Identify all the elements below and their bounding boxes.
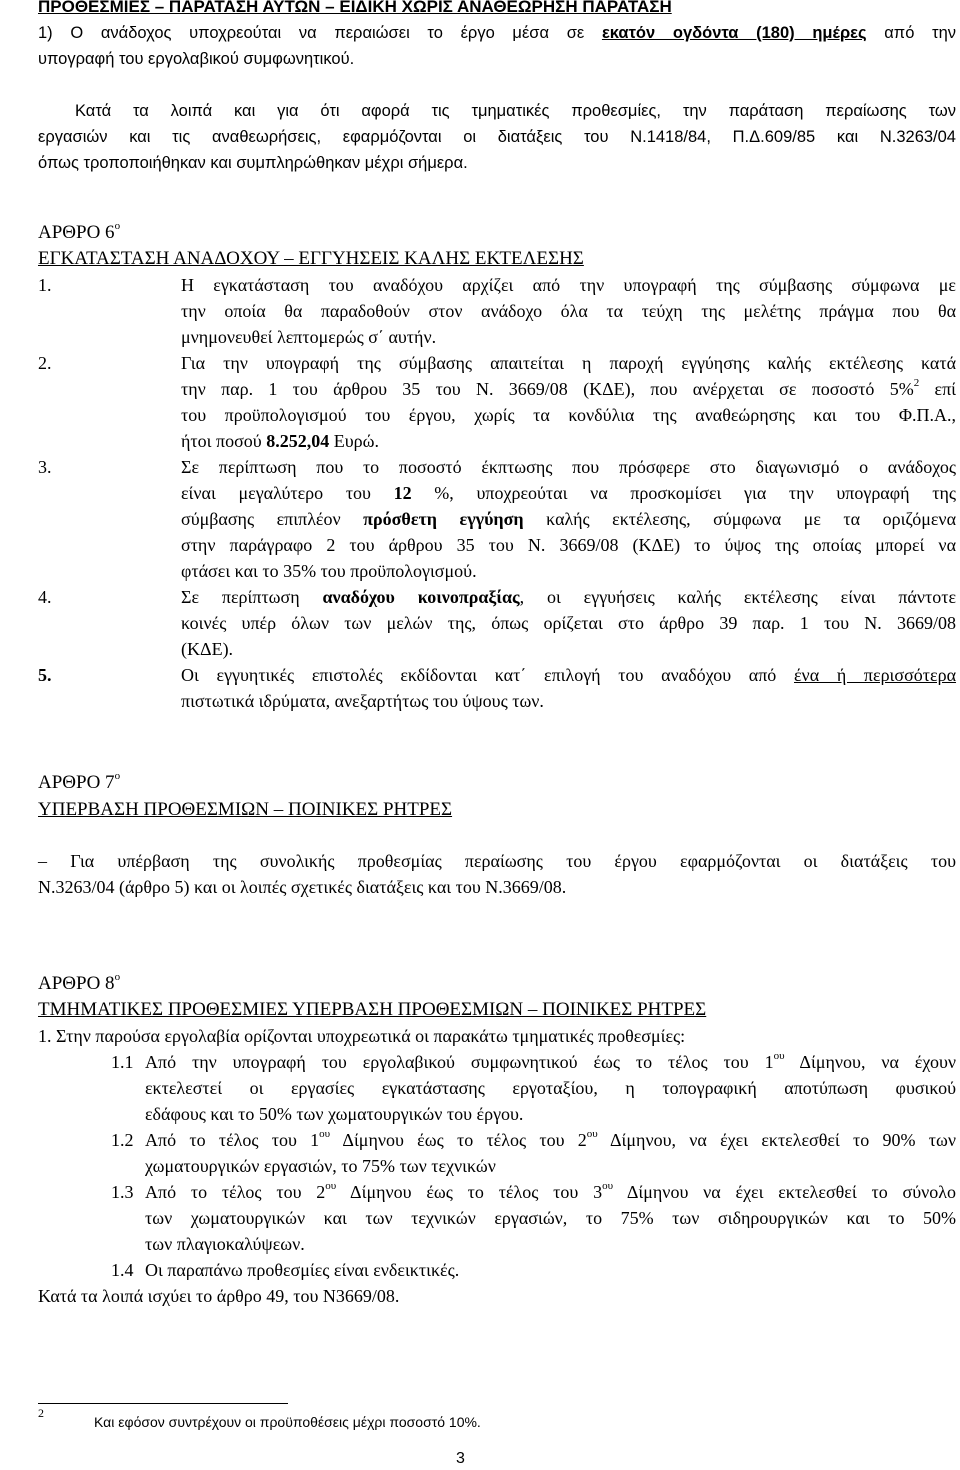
list-item: 1.4 Οι παραπάνω προθεσμίες είναι ενδεικτικές. [111,1260,460,1280]
article-8-subitems [38,1049,958,1309]
intro-p2-line-3: όπως τροποποιήθηκαν και συμπληρώθηκαν μέχρι σήμερα. [38,154,468,172]
intro-p2-line-1: Κατά τα λοιπά και για ότι αφορά τις τμηματικές προθεσμίες, την παράταση περαίωσης των [75,102,956,120]
list-item: 1.1 Από την υπογραφή του εργολαβικού συμφωνητικού έως το τέλος του $1^{o\upsilon}$ Δίμηνου, να έχουν εκτελεστεί οι εργασίες εγκατάστασης εργοταξίου, η τοπογραφική αποτύπωση φυσικού εδάφους και το 50% των χωματουργικών του έργου. [111,1050,957,1124]
footnote-ref: 2 [913,377,920,389]
list-item: 1. Η εγκατάσταση του αναδόχου αρχίζει από την υπογραφή της σύμβασης σύμφωνα με την οποία θα παραδοθούν στον ανάδοχο όλα τα τεύχη της μελέτης πράγμα που θα μνημονευθεί λεπτομερώς σ΄ αυτήν. [38,275,956,347]
list-item: 5. Οι εγγυητικές επιστολές εκδίδονται κατ΄ επιλογή του αναδόχου από ένα ή περισσότερα πιστωτικά ιδρύματα, ανεξαρτήτως του ύψους των. [38,665,957,711]
article-7-title: ΑΡΘΡΟ $7^o$ [38,769,121,793]
section-heading: ΠΡΟΘΕΣΜΙΕΣ – ΠΑΡΑΤΑΣΗ ΑΥΤΩΝ – ΕΙΔΙΚΗ ΧΩΡΙΣ ΑΝΑΘΕΩΡΗΣΗ ΠΑΡΑΤΑΣΗ [38,0,672,16]
duration-emphasis: εκατόν ογδόντα (180) ημέρες [601,24,867,42]
article-7-line-2: Ν.3263/04 (άρθρο 5) και οι λοιπές σχετικές διατάξεις και του Ν.3669/08. [38,877,567,897]
intro-p2-line-2: εργασιών και τις αναθεωρήσεις, εφαρμόζονται οι διατάξεις του Ν.1418/84, Π.Δ.609/85 και Ν.3263/04 [38,128,956,146]
article-8-subtitle: ΤΜΗΜΑΤΙΚΕΣ ΠΡΟΘΕΣΜΙΕΣ ΥΠΕΡΒΑΣΗ ΠΡΟΘΕΣΜΙΩΝ – ΠΟΙΝΙΚΕΣ ΡΗΤΡΕΣ [38,999,707,1020]
article-6-title: ΑΡΘΡΟ $6^o$ [38,219,121,243]
footnote-separator [38,1403,288,1404]
article-6-subtitle: ΕΓΚΑΤΑΣΤΑΣΗ ΑΝΑΔΟΧΟΥ – ΕΓΓΥΗΣΕΙΣ ΚΑΛΗΣ ΕΚΤΕΛΕΣΗΣ [38,248,584,269]
intro-line-2: υπογραφή του εργολαβικού συμφωνητικού. [38,50,355,68]
footnote-text: Και εφόσον συντρέχουν οι προϋποθέσεις μέχρι ποσοστό 10%. [94,1414,481,1430]
list-item: 1.3 Από το τέλος του $2^{o\upsilon}$ Δίμηνου έως το τέλος του $3^{o\upsilon}$ Δίμηνου να έχει εκτελεσθεί το σύνολο των χωματουργικών και των τεχνικών εργασιών, το 75% των σιδηρουργικών και το 50% των πλαγιοκαλύψεων. [111,1180,956,1254]
article-8-item-1: 1. Στην παρούσα εργολαβία ορίζονται υποχρεωτικά οι παρακάτω τμηματικές προθεσμίες: [38,1026,686,1046]
footnote-number: 2 [38,1406,44,1420]
list-item: 3. Σε περίπτωση που το ποσοστό έκπτωσης που πρόσφερε στο διαγωνισμό ο ανάδοχος είναι μεγαλύτερο του 12 %, υποχρεούται να προσκομίσει για την υπογραφή της σύμβασης επιπλέον πρόσθετη εγγύηση καλής εκτέλεσης, σύμφωνα με τα οριζόμενα στην παράγραφο 2 του άρθρου 35 του Ν. 3669/08 (ΚΔΕ) το ύψος της οποίας μπορεί να φτάσει και το 35% του προϋπολογισμού. [38,457,956,581]
list-item: 1.2 Από το τέλος του $1^{o\upsilon}$ Δίμηνου έως το τέλος του $2^{o\upsilon}$ Δίμηνου, να έχει εκτελεσθεί το 90% των χωματουργικών εργασιών, το 75% των τεχνικών [111,1128,956,1176]
article-7-line-1: – Για υπέρβαση της συνολικής προθεσμίας περαίωσης του έργου εφαρμόζονται οι διατάξεις του [38,851,956,871]
amount-value: 8.252,04 [266,431,330,451]
intro-line-1: 1) Ο ανάδοχος υποχρεούται να περαιώσει το έργο μέσα σε εκατόν ογδόντα (180) ημέρες από την [38,24,956,42]
article-8-title: ΑΡΘΡΟ $8^o$ [38,970,121,994]
closing-line: Κατά τα λοιπά ισχύει το άρθρο 49, του Ν3669/08. [38,1286,400,1306]
list-item: 2. Για την υπογραφή της σύμβασης απαιτείται η παροχή εγγύησης καλής εκτέλεσης κατά την παρ. 1 του άρθρου 35 του Ν. 3669/08 (ΚΔΕ), που ανέρχεται σε ποσοστό 5%$^2$ επί του προϋπολογισμού του έργου, χωρίς τα κονδύλια της αναθεώρησης και του Φ.Π.Α., ήτοι ποσού 8.252,04 Ευρώ. [38,353,956,451]
article-6-body [38,272,958,714]
article-7-subtitle: ΥΠΕΡΒΑΣΗ ΠΡΟΘΕΣΜΙΩΝ – ΠΟΙΝΙΚΕΣ ΡΗΤΡΕΣ [38,799,453,820]
list-item: 4. Σε περίπτωση αναδόχου κοινοπραξίας, οι εγγυήσεις καλής εκτέλεσης είναι πάντοτε κοινές υπέρ όλων των μελών της, όπως ορίζεται στο άρθρο 39 παρ. 1 του Ν. 3669/08 (ΚΔΕ). [38,587,957,659]
page-number: 3 [456,1450,465,1467]
